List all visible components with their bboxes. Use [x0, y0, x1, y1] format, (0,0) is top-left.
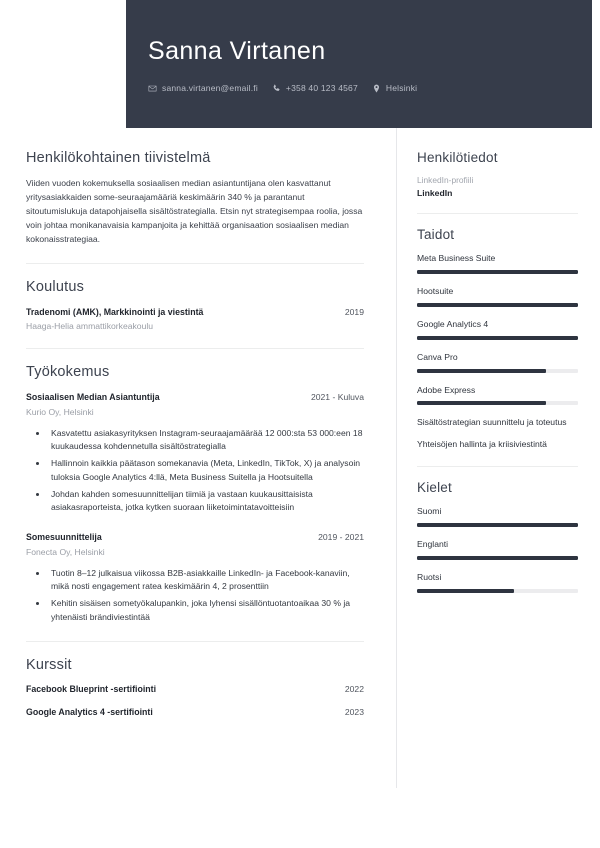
language-bar-fill: [417, 523, 578, 527]
divider: [26, 641, 364, 642]
experience-entry-head: [26, 391, 364, 403]
course-year: 2022: [344, 683, 364, 694]
skill-name: Yhteisöjen hallinta ja kriisiviestintä: [417, 439, 547, 450]
skill-bar-fill: [417, 270, 578, 274]
skill-name: Hootsuite: [417, 285, 454, 296]
list-item: • Tuotin 8–12 julkaisua viikossa B2B-asiakkaille LinkedIn- ja Facebook-kanaviin, mikä nosti engagement ratea keskimäärin 4, 2 prosenttiin: [48, 567, 364, 595]
language-item: [417, 571, 578, 593]
summary-text: Viiden vuoden kokemuksella sosiaalisen median asiantuntijana olen kasvattanut yritysasiakkaiden some-seuraajamääriä keskimäärin 340 % ja parantanut sitoutumislukuja datapohjaisella sisältöstrategialla. Etsin nyt strategisempaa roolia, jossa voin johtaa monikanavaisia kampanjoita ja kehittää organisaation sosiaalisen median kokonaisstrategiaa.: [26, 178, 363, 244]
list-item: • Kehitin sisäisen sometyökalupankin, joka lyhensi sisällöntuotantoaikaa 30 % ja yhtenäisti brändiviestintää: [48, 597, 364, 625]
divider: [26, 348, 364, 349]
list-item: • Johdan kahden somesuunnittelijan tiimiä ja vastaan kuukausittaisista asiakasraporteista, jotka kytken suoraan liiketoimintatavoitteisiin: [48, 488, 364, 516]
section-personal-info: [417, 150, 578, 198]
language-bar-track: [417, 589, 578, 593]
experience-bullets: [26, 567, 364, 625]
skill-item: [417, 252, 578, 274]
contact-phone-text: +358 40 123 4567: [285, 83, 358, 93]
skill-name: Canva Pro: [417, 351, 458, 362]
skill-bar-track: [417, 401, 578, 405]
contact-location-text: Helsinki: [385, 83, 418, 93]
skill-item: [417, 384, 578, 406]
experience-dates: 2021 - Kuluva: [310, 392, 364, 403]
skill-bar-track: [417, 303, 578, 307]
resume-body: [0, 128, 600, 788]
skill-item: [417, 438, 578, 451]
course-year: 2023: [344, 706, 364, 717]
skill-name: Adobe Express: [417, 384, 476, 395]
course-name: Google Analytics 4 -sertifiointi: [26, 706, 153, 717]
language-name: Ruotsi: [417, 572, 442, 583]
section-skills: [417, 227, 578, 451]
language-bar-track: [417, 523, 578, 527]
contact-email: [148, 83, 258, 93]
skill-name: Google Analytics 4: [417, 318, 489, 329]
divider: [417, 213, 578, 214]
contact-row: [148, 83, 592, 93]
skill-bar-track: [417, 270, 578, 274]
language-bar-track: [417, 556, 578, 560]
divider: [417, 466, 578, 467]
summary-heading: Henkilökohtainen tiivistelmä: [26, 150, 211, 166]
language-item: [417, 505, 578, 527]
skill-item: [417, 351, 578, 373]
experience-employer: Fonecta Oy, Helsinki: [26, 546, 105, 557]
skill-item: [417, 318, 578, 340]
location-pin-icon: [372, 84, 381, 93]
list-item: • Hallinnoin kaikkia päätason somekanavia (Meta, LinkedIn, TikTok, X) ja analysoin tuloksia Google Analytics 4:llä, Meta Business Suitella ja Hootsuitella: [48, 457, 364, 485]
personal-info-item: [417, 175, 578, 198]
spacer: [26, 518, 364, 531]
courses-heading: Kurssit: [26, 656, 72, 673]
skill-item: [417, 285, 578, 307]
course-row: [26, 684, 364, 694]
section-experience: [26, 364, 364, 625]
education-degree: Tradenomi (AMK), Markkinointi ja viestintä: [26, 306, 204, 317]
education-school: Haaga-Helia ammattikorkeakoulu: [26, 321, 154, 332]
education-entry: [26, 306, 364, 333]
page-title: Sanna Virtanen: [148, 37, 326, 65]
experience-role: Sosiaalisen Median Asiantuntija: [26, 392, 160, 403]
experience-bullets: [26, 427, 364, 516]
section-education: [26, 279, 364, 333]
experience-entry: [26, 391, 364, 515]
course-name: Facebook Blueprint -sertifiointi: [26, 683, 157, 694]
experience-role: Somesuunnittelija: [26, 532, 102, 543]
phone-icon: [272, 84, 281, 93]
skill-name: Meta Business Suite: [417, 253, 496, 263]
contact-phone: [272, 83, 358, 93]
personal-info-heading: Henkilötiedot: [417, 150, 498, 165]
experience-entry-head: [26, 531, 364, 543]
skill-bar-fill: [417, 369, 546, 373]
skill-bar-fill: [417, 336, 578, 340]
list-item: • Kasvatettu asiakasyrityksen Instagram-seuraajamäärää 12 000:sta 53 000:een 18 kuukaudessa kohdennetulla sisältöstrategialla: [48, 427, 364, 455]
skill-bar-fill: [417, 303, 578, 307]
languages-heading: Kielet: [417, 480, 452, 496]
education-entry-head: [26, 306, 364, 318]
contact-location: [372, 83, 417, 93]
experience-entry: [26, 531, 364, 625]
skill-bar-track: [417, 369, 578, 373]
skill-bar-track: [417, 336, 578, 340]
divider: [26, 263, 364, 264]
language-bar-fill: [417, 589, 514, 593]
skill-name: Sisältöstrategian suunnittelu ja toteutus: [417, 417, 567, 428]
language-name: Englanti: [417, 539, 449, 550]
section-courses: [26, 657, 364, 717]
skills-heading: Taidot: [417, 227, 455, 242]
skill-bar-fill: [417, 401, 546, 405]
section-summary: [26, 150, 364, 247]
experience-heading: Työkokemus: [26, 364, 110, 381]
sidebar-column: [396, 128, 600, 788]
section-languages: [417, 480, 578, 593]
personal-info-value[interactable]: LinkedIn: [417, 188, 453, 198]
education-year: 2019: [344, 306, 364, 317]
skill-item: [417, 416, 578, 429]
experience-employer: Kurio Oy, Helsinki: [26, 406, 94, 417]
main-column: [0, 128, 396, 788]
envelope-icon: [148, 84, 157, 93]
course-row: [26, 707, 364, 717]
language-name: Suomi: [417, 506, 442, 517]
contact-email-text: sanna.virtanen@email.fi: [162, 83, 258, 93]
personal-info-label: LinkedIn-profiili: [417, 175, 474, 185]
experience-dates: 2019 - 2021: [318, 532, 364, 543]
language-bar-fill: [417, 556, 578, 560]
header-banner: [126, 0, 592, 128]
language-item: [417, 538, 578, 560]
education-heading: Koulutus: [26, 278, 85, 295]
